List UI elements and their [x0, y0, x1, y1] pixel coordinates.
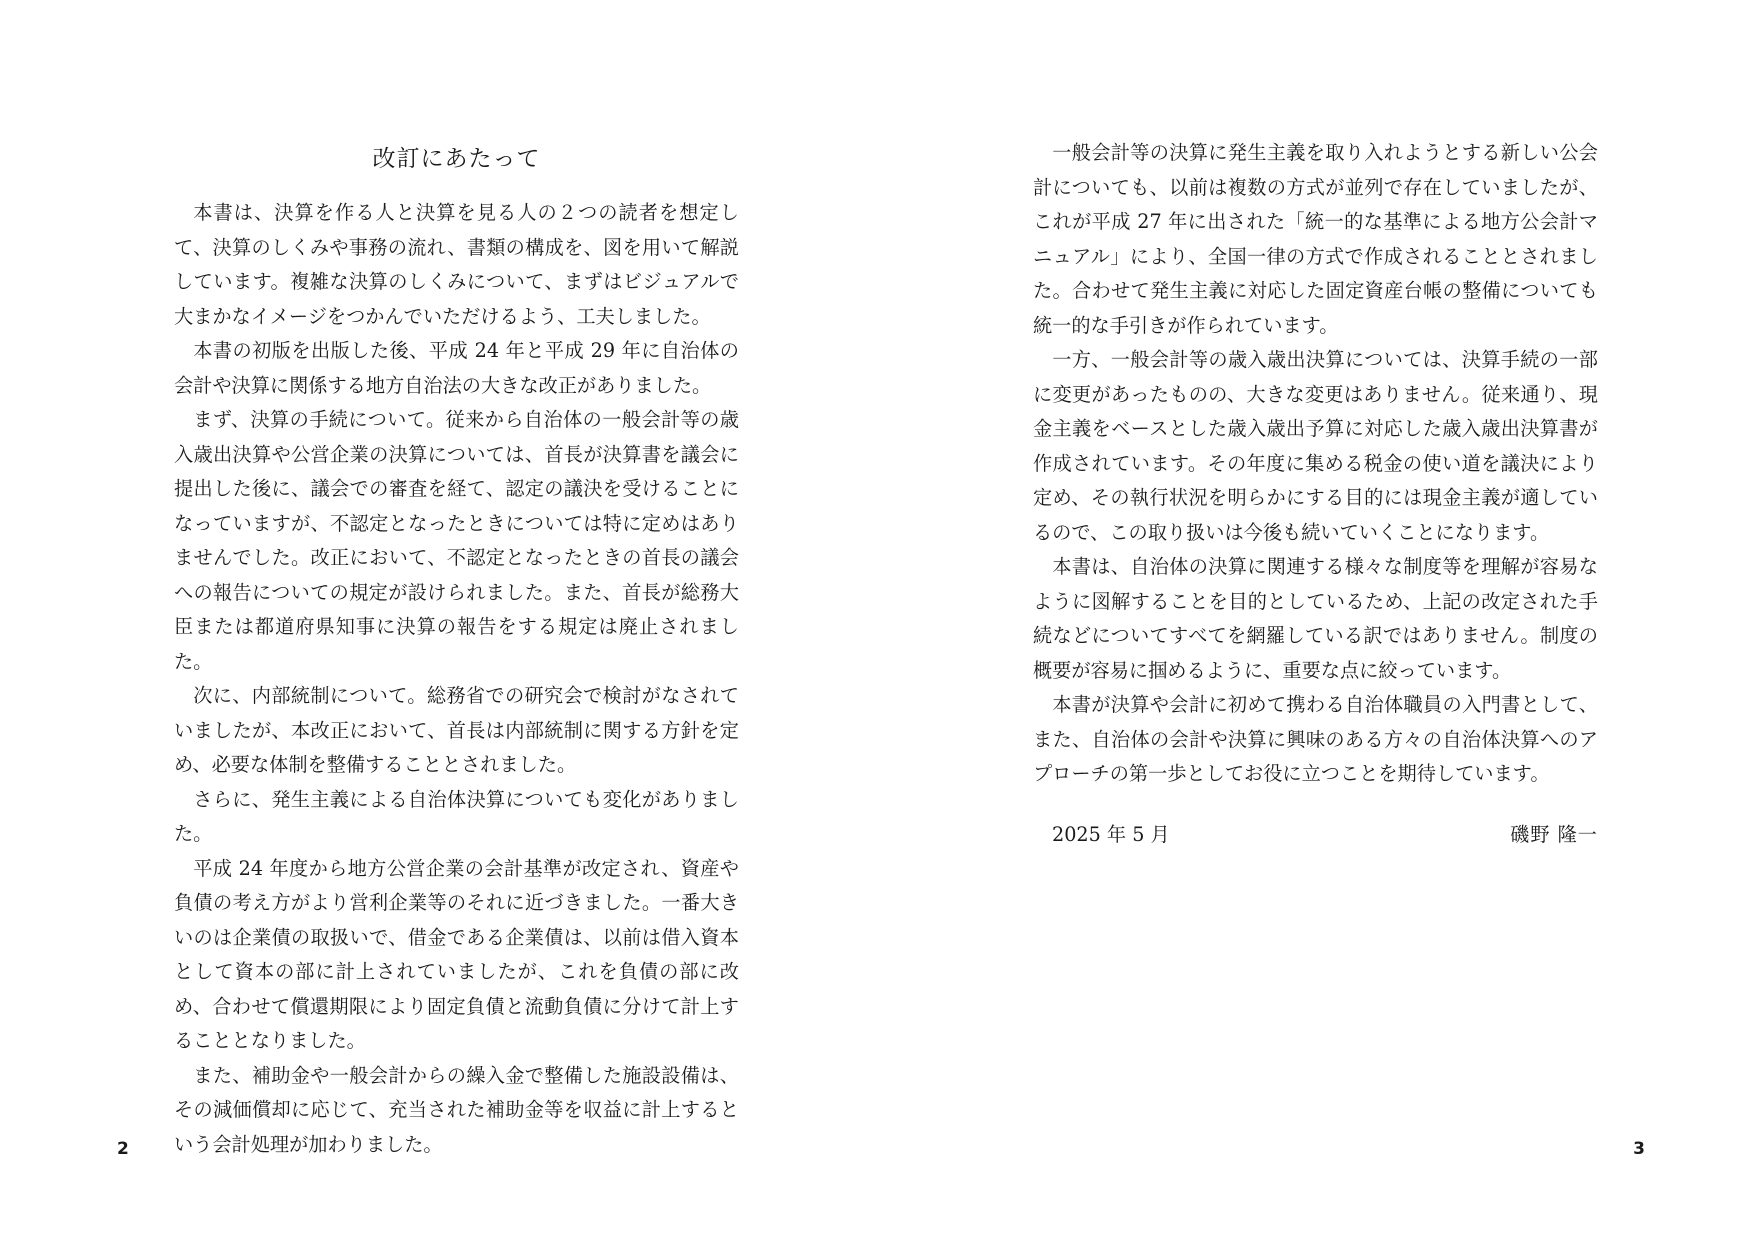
page-number-right: 3	[1633, 1139, 1645, 1159]
paragraph: 本書は、自治体の決算に関連する様々な制度等を理解が容易なように図解することを目的としているため、上記の改定された手続などについてすべてを網羅している訳ではありません。制度の概要が容易に掴めるように、重要な点に絞っています。	[1033, 555, 1598, 682]
paragraph: 次に、内部統制について。総務省での研究会で検討がなされていましたが、本改正において、首長は内部統制に関する方針を定め、必要な体制を整備することとされました。	[174, 684, 739, 776]
right-text-column	[1033, 136, 1598, 852]
paragraph: 平成 24 年度から地方公営企業の会計基準が改定され、資産や負債の考え方がより営利企業等のそれに近づきました。一番大きいのは企業債の取扱いで、借金である企業債は、以前は借入資本として資本の部に計上されていましたが、これを負債の部に改め、合わせて償還期限により固定負債と流動負債に分けて計上することとなりました。	[174, 856, 739, 1052]
paragraph: 一方、一般会計等の歳入歳出決算については、決算手続の一部に変更があったものの、大きな変更はありません。従来通り、現金主義をベースとした歳入歳出予算に対応した歳入歳出決算書が作成されています。その年度に集める税金の使い道を議決により定め、その執行状況を明らかにする目的には現金主義が適しているので、この取り扱いは今後も続いていくことになります。	[1033, 348, 1598, 544]
right-page	[878, 0, 1755, 1241]
page-number-left: 2	[117, 1139, 129, 1159]
date: 2025 年 5 月	[1052, 822, 1170, 846]
paragraph: 一般会計等の決算に発生主義を取り入れようとする新しい公会計についても、以前は複数の方式が並列で存在していましたが、これが平成 27 年に出された「統一的な基準による地方公会計マニュアル」により、全国一律の方式で作成されることとされました。合わせて発生主義に対応した固定資産台帳の整備についても統一的な手引きが作られています。	[1033, 141, 1598, 337]
left-page	[0, 0, 877, 1241]
author-name: 磯野 隆一	[1510, 822, 1598, 846]
paragraph: さらに、発生主義による自治体決算についても変化がありました。	[174, 787, 739, 845]
paragraph: 本書は、決算を作る人と決算を見る人の２つの読者を想定して、決算のしくみや事務の流れ、書類の構成を、図を用いて解説しています。複雑な決算のしくみについて、まずはビジュアルで大まかなイメージをつかんでいただけるよう、工夫しました。	[174, 201, 739, 328]
paragraph: まず、決算の手続について。従来から自治体の一般会計等の歳入歳出決算や公営企業の決算については、首長が決算書を議会に提出した後に、議会での審査を経て、認定の議決を受けることになっていますが、不認定となったときについては特に定めはありませんでした。改正において、不認定となったときの首長の議会への報告についての規定が設けられました。また、首長が総務大臣または都道府県知事に決算の報告をする規定は廃止されました。	[174, 408, 739, 673]
paragraph: また、補助金や一般会計からの繰入金で整備した施設設備は、その減価償却に応じて、充当された補助金等を収益に計上するという会計処理が加わりました。	[174, 1063, 739, 1156]
signature-line	[1033, 818, 1598, 853]
section-heading: 改訂にあたって	[372, 146, 541, 172]
left-text-column	[174, 136, 739, 1162]
paragraph: 本書が決算や会計に初めて携わる自治体職員の入門書として、また、自治体の会計や決算に興味のある方々の自治体決算へのアプローチの第一歩としてお役に立つことを期待しています。	[1033, 693, 1598, 785]
paragraph: 本書の初版を出版した後、平成 24 年と平成 29 年に自治体の会計や決算に関係する地方自治法の大きな改正がありました。	[174, 339, 739, 397]
